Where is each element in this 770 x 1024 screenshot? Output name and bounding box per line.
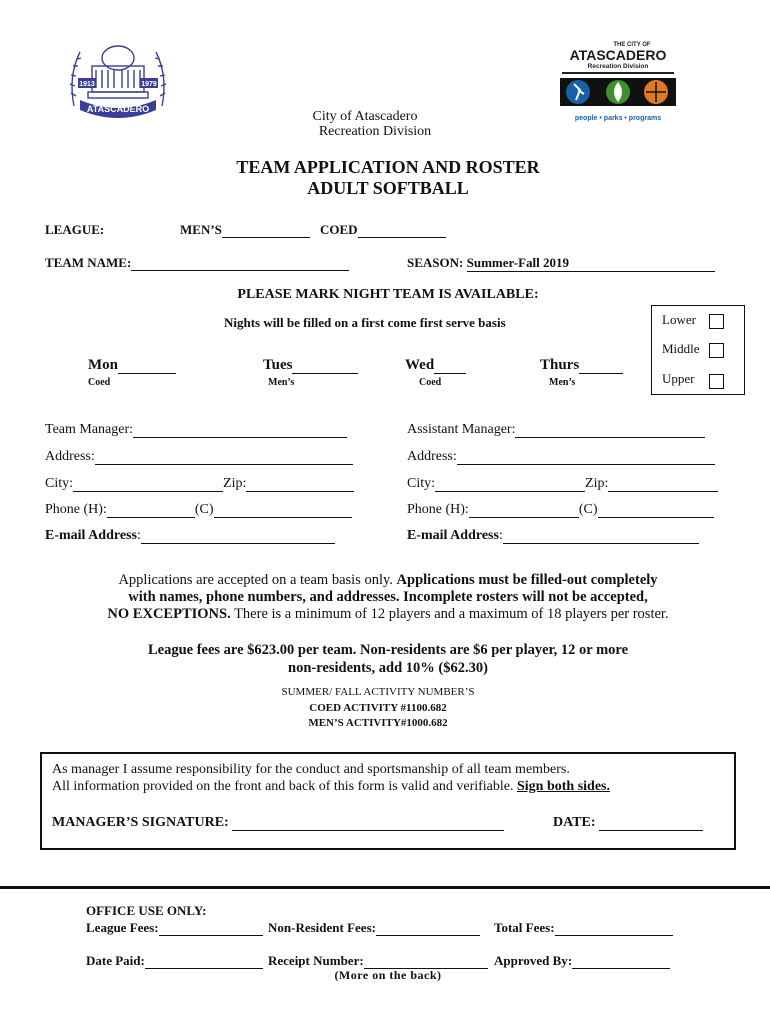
date-paid-colon: : [140,953,145,968]
fees-line-2: non-residents, add 10% ($62.30) [288,660,488,676]
league-mens-blank[interactable] [222,223,310,238]
receipt-number-colon: : [359,953,364,968]
assistant-zip-label: Zip: [585,476,609,491]
validity-text: All information provided on the front and back of this form is valid and verifiable. [52,779,514,794]
seal-year-right: 1979 [141,81,157,88]
assistant-city-zip-field[interactable] [407,476,718,492]
night-tues[interactable] [263,356,358,374]
team-name-field[interactable] [45,255,349,271]
manager-address-blank[interactable] [95,450,353,465]
manager-phone-home-blank[interactable] [107,503,195,518]
assistant-email-blank[interactable] [503,529,699,544]
league-coed-label: COED [320,222,358,237]
logo-division: Recreation Division [587,63,649,70]
office-divider [0,886,770,889]
manager-zip-blank[interactable] [246,477,354,492]
manager-city-label: City: [45,476,74,491]
division-lower-checkbox[interactable] [709,314,724,329]
people-icon [566,80,590,104]
league-fees-label: League Fees [86,920,155,935]
activity-heading: SUMMER/ FALL ACTIVITY NUMBER’S [281,686,475,698]
night-wed-blank[interactable] [434,359,466,374]
night-tues-label: Tues [263,357,293,373]
manager-email-blank[interactable] [141,529,335,544]
seal-year-left: 1913 [79,81,95,88]
manager-city-blank[interactable] [73,477,223,492]
total-fees-field[interactable] [494,920,673,936]
non-resident-fees-field[interactable] [268,920,480,936]
manager-email-label: E-mail Address [45,528,137,543]
division-lower-label: Lower [662,312,696,327]
date-paid-blank[interactable] [145,954,263,969]
league-fees-colon: : [154,920,159,935]
assistant-address-field[interactable] [407,449,715,465]
night-wed-label: Wed [405,357,435,373]
division-upper-checkbox[interactable] [709,374,724,389]
assistant-address-blank[interactable] [457,450,715,465]
non-resident-fees-blank[interactable] [376,921,480,936]
manager-name-label: Team Manager: [45,422,134,437]
mens-activity-number: MEN’S ACTIVITY#1000.682 [308,717,448,729]
assistant-zip-blank[interactable] [608,477,718,492]
fees-line-1: League fees are $623.00 per team. Non-residents are $6 per player, 12 or more [147,642,629,658]
receipt-number-blank[interactable] [364,954,488,969]
manager-phone-cell-label: (C) [194,502,214,517]
manager-phone-home-label: Phone (H): [45,502,107,517]
assistant-email-label: E-mail Address [407,528,499,543]
org-name: City of Atascadero [312,109,418,124]
division-upper-label: Upper [662,371,695,386]
team-name-blank[interactable] [131,256,349,271]
nights-subheading: Nights will be filled on a first come first serve basis [224,315,506,330]
responsibility-statement: As manager I assume responsibility for the conduct and sportsmanship of all team members. [52,762,570,777]
division-middle-label: Middle [662,341,700,356]
league-coed-option[interactable] [320,222,446,238]
approved-by-blank[interactable] [572,954,670,969]
manager-city-zip-field[interactable] [45,476,354,492]
division-middle-checkbox[interactable] [709,343,724,358]
manager-address-label: Address: [45,449,95,464]
team-name-label: TEAM NAME: [45,255,132,270]
more-on-back: (More on the back) [334,968,442,982]
approved-by-colon: : [567,953,573,968]
recreation-logo [556,38,680,124]
city-seal [66,36,170,126]
night-thurs[interactable] [540,356,623,374]
league-mens-label: MEN’S [180,222,222,237]
night-tues-type: Men’s [268,377,295,388]
rules-text-2: There is a minimum of 12 players and a maximum of 18 players per roster. [234,606,669,622]
night-tues-blank[interactable] [292,359,358,374]
assistant-name-blank[interactable] [515,423,705,438]
office-use-heading: OFFICE USE ONLY: [86,903,207,918]
logo-tagline: people • parks • programs [574,115,662,122]
logo-name: ATASCADERO [569,47,667,63]
rules-bold-2: with names, phone numbers, and addresses. Incomplete rosters will not be accepted, [128,589,648,605]
assistant-name-field[interactable] [407,422,705,438]
night-mon-type: Coed [88,377,111,388]
night-mon-blank[interactable] [118,359,176,374]
receipt-number-label: Receipt Number [268,953,360,968]
non-resident-fees-label: Non-Resident Fees [268,920,372,935]
assistant-name-label: Assistant Manager: [407,422,516,437]
manager-phone-cell-blank[interactable] [214,503,352,518]
date-field[interactable] [553,815,703,831]
manager-phone-field[interactable] [45,502,352,518]
manager-name-blank[interactable] [133,423,347,438]
division-box [651,305,745,395]
non-resident-fees-colon: : [371,920,376,935]
nights-heading: PLEASE MARK NIGHT TEAM IS AVAILABLE: [237,287,539,302]
assistant-address-label: Address: [407,449,457,464]
validity-statement [52,779,610,795]
logo-the-city-of: THE CITY OF [613,42,651,48]
league-fees-blank[interactable] [159,921,263,936]
org-division: Recreation Division [318,124,432,139]
manager-address-field[interactable] [45,449,353,465]
night-wed-type: Coed [419,377,442,388]
date-blank[interactable] [599,816,703,831]
rules-bold-3: NO EXCEPTIONS. [107,606,231,622]
manager-name-field[interactable] [45,422,347,438]
manager-signature-field[interactable] [52,815,504,831]
total-fees-colon: : [550,920,555,935]
sign-both-sides: Sign both sides. [517,779,610,794]
rules-text-1: Applications are accepted on a team basis only. [118,572,393,588]
date-label: DATE: [553,815,596,830]
receipt-number-field[interactable] [268,953,488,969]
application-rules [30,572,746,623]
season-value[interactable]: Summer-Fall 2019 [467,255,715,272]
assistant-email-colon: : [498,528,503,543]
league-mens-option[interactable] [180,222,310,238]
night-thurs-type: Men’s [549,377,576,388]
date-paid-label: Date Paid [86,953,141,968]
assistant-phone-field[interactable] [407,502,714,518]
page-title: TEAM APPLICATION AND ROSTER [236,157,540,177]
signature-box [40,752,736,850]
night-thurs-blank[interactable] [579,359,623,374]
assistant-phone-home-label: Phone (H): [407,502,469,517]
assistant-city-label: City: [407,476,436,491]
total-fees-blank[interactable] [555,921,673,936]
coed-activity-number: COED ACTIVITY #1100.682 [309,702,447,714]
seal-name: ATASCADERO [86,104,150,114]
approved-by-label: Approved By [494,953,568,968]
season-field[interactable] [407,255,715,272]
night-mon[interactable] [88,356,176,374]
league-fees-field[interactable] [86,920,263,936]
manager-signature-blank[interactable] [232,816,504,831]
league-label: LEAGUE: [45,222,105,237]
assistant-phone-cell-blank[interactable] [598,503,714,518]
manager-zip-label: Zip: [223,476,247,491]
night-mon-label: Mon [88,357,118,373]
night-wed[interactable] [405,356,466,374]
manager-email-field[interactable] [45,528,335,544]
date-paid-field[interactable] [86,953,263,969]
manager-email-colon: : [136,528,141,543]
assistant-phone-cell-label: (C) [578,502,598,517]
assistant-phone-home-blank[interactable] [469,503,579,518]
night-thurs-label: Thurs [540,357,580,373]
assistant-city-blank[interactable] [435,477,585,492]
rules-bold-1: Applications must be filled-out completely [396,572,658,588]
assistant-email-field[interactable] [407,528,699,544]
manager-signature-label: MANAGER’S SIGNATURE: [52,815,229,830]
page-subtitle: ADULT SOFTBALL [307,178,469,198]
season-label: SEASON: [407,255,464,270]
approved-by-field[interactable] [494,953,670,969]
total-fees-label: Total Fees [494,920,551,935]
league-coed-blank[interactable] [358,223,446,238]
